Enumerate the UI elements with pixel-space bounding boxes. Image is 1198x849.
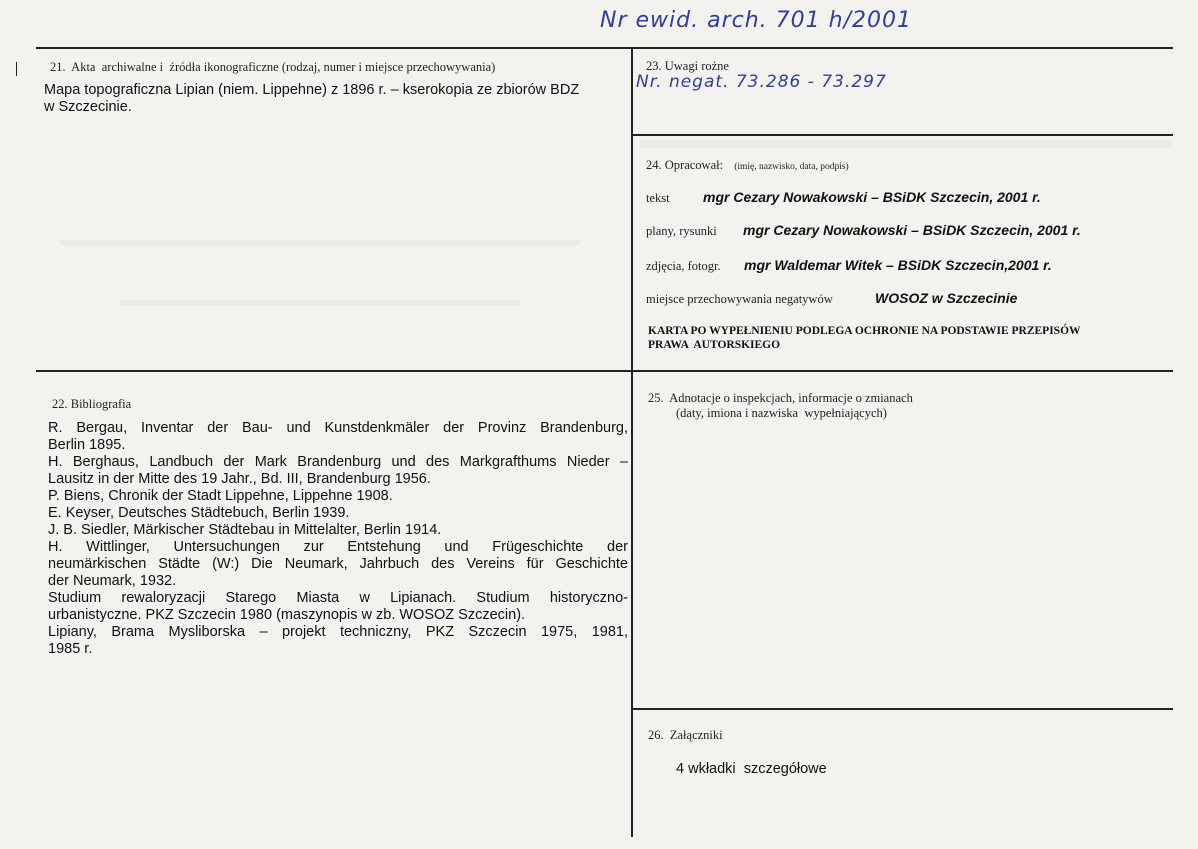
bibliography-line: P. Biens, Chronik der Stadt Lippehne, Lippehne 1908.	[48, 488, 393, 504]
section-21-line: Mapa topograficzna Lipian (niem. Lippehne) z 1896 r. – kserokopia ze zbiorów BDZ	[44, 82, 580, 98]
author-row-value: mgr Cezary Nowakowski – BSiDK Szczecin, 2001 r.	[703, 189, 1041, 205]
author-row-label: plany, rysunki	[646, 224, 717, 238]
section-24-note: (imię, nazwisko, data, podpis)	[734, 162, 849, 172]
author-row-text	[646, 189, 1041, 207]
center-divider	[631, 47, 633, 837]
bibliography-line: urbanistyczne. PKZ Szczecin 1980 (maszynopis w zb. WOSOZ Szczecin).	[48, 607, 526, 623]
bibliography-entry	[48, 420, 628, 454]
bibliography-line: J. B. Siedler, Märkischer Städtebau in Mittelalter, Berlin 1914.	[48, 522, 442, 538]
section-24-label	[646, 158, 849, 173]
bibliography-line: H. Berghaus, Landbuch der Mark Brandenburg und des Markgrafthums Nieder –	[48, 454, 628, 470]
margin-mark	[16, 62, 17, 76]
section-25-title: 25. Adnotacje o inspekcjach, informacje o zmianach	[648, 391, 913, 405]
author-row-value: mgr Cezary Nowakowski – BSiDK Szczecin, 2001 r.	[743, 222, 1081, 238]
bibliography-entry	[48, 505, 628, 522]
show-through-mark	[640, 140, 1170, 148]
bibliography-entry	[48, 454, 628, 488]
copyright-notice	[648, 324, 1081, 352]
bibliography-list	[48, 420, 628, 658]
author-row-value: WOSOZ w Szczecinie	[875, 290, 1018, 306]
section-26-content: 4 wkładki szczegółowe	[676, 761, 827, 777]
author-row-negatives	[646, 290, 1017, 308]
handwritten-archive-number: Nr ewid. arch. 701 h/2001	[600, 8, 912, 33]
bibliography-entry	[48, 624, 628, 658]
bibliography-entry	[48, 539, 628, 590]
copyright-line: PRAWA AUTORSKIEGO	[648, 339, 781, 351]
bibliography-line: R. Bergau, Inventar der Bau- und Kunstdenkmäler der Provinz Brandenburg,	[48, 420, 628, 436]
author-row-photos	[646, 257, 1052, 275]
section-25-subtitle: (daty, imiona i nazwiska wypełniających)	[676, 406, 887, 420]
section-21-label: 21. Akta archiwalne i źródła ikonograficzne (rodzaj, numer i miejsce przechowywania)	[50, 60, 496, 74]
section-21-line: w Szczecinie.	[44, 99, 132, 115]
section-21-content	[44, 82, 629, 116]
bibliography-entry	[48, 522, 628, 539]
bibliography-line: Studium rewaloryzacji Starego Miasta w Lipianach. Studium historyczno-	[48, 590, 628, 606]
bibliography-entry	[48, 590, 628, 624]
author-row-value: mgr Waldemar Witek – BSiDK Szczecin,2001 r.	[744, 257, 1052, 273]
show-through-mark	[120, 300, 520, 305]
show-through-mark	[60, 240, 580, 246]
author-row-label: tekst	[646, 191, 670, 205]
bibliography-line: neumärkischen Städte (W:) Die Neumark, Jahrbuch des Vereins für Geschichte	[48, 556, 628, 572]
section-26-label: 26. Załączniki	[648, 728, 723, 742]
author-row-label: miejsce przechowywania negatywów	[646, 292, 833, 306]
author-row-plans	[646, 222, 1081, 240]
divider-23-24	[633, 134, 1173, 136]
section-22-label: 22. Bibliografia	[52, 397, 132, 411]
top-border	[36, 47, 1173, 49]
bibliography-entry	[48, 488, 628, 505]
bibliography-line: Lausitz in der Mitte des 19 Jahr., Bd. III, Brandenburg 1956.	[48, 471, 431, 487]
section-25-label	[648, 391, 913, 421]
bibliography-line: Lipiany, Brama Mysliborska – projekt techniczny, PKZ Szczecin 1975, 1981,	[48, 624, 628, 640]
bibliography-line: E. Keyser, Deutsches Städtebuch, Berlin 1939.	[48, 505, 350, 521]
handwritten-negative-numbers: Nr. negat. 73.286 - 73.297	[636, 72, 887, 92]
bibliography-line: Berlin 1895.	[48, 437, 126, 453]
bibliography-line: 1985 r.	[48, 641, 93, 657]
divider-25-26	[633, 708, 1173, 710]
copyright-line: KARTA PO WYPEŁNIENIU PODLEGA OCHRONIE NA PODSTAWIE PRZEPISÓW	[648, 325, 1081, 337]
bibliography-line: der Neumark, 1932.	[48, 573, 177, 589]
author-row-label: zdjęcia, fotogr.	[646, 259, 721, 273]
section-24-title: 24. Opracował:	[646, 158, 724, 172]
middle-border	[36, 370, 1173, 372]
bibliography-line: H. Wittlinger, Untersuchungen zur Entstehung und Frügeschichte der	[48, 539, 628, 555]
section-23-label: 23. Uwagi rożne	[646, 59, 729, 73]
